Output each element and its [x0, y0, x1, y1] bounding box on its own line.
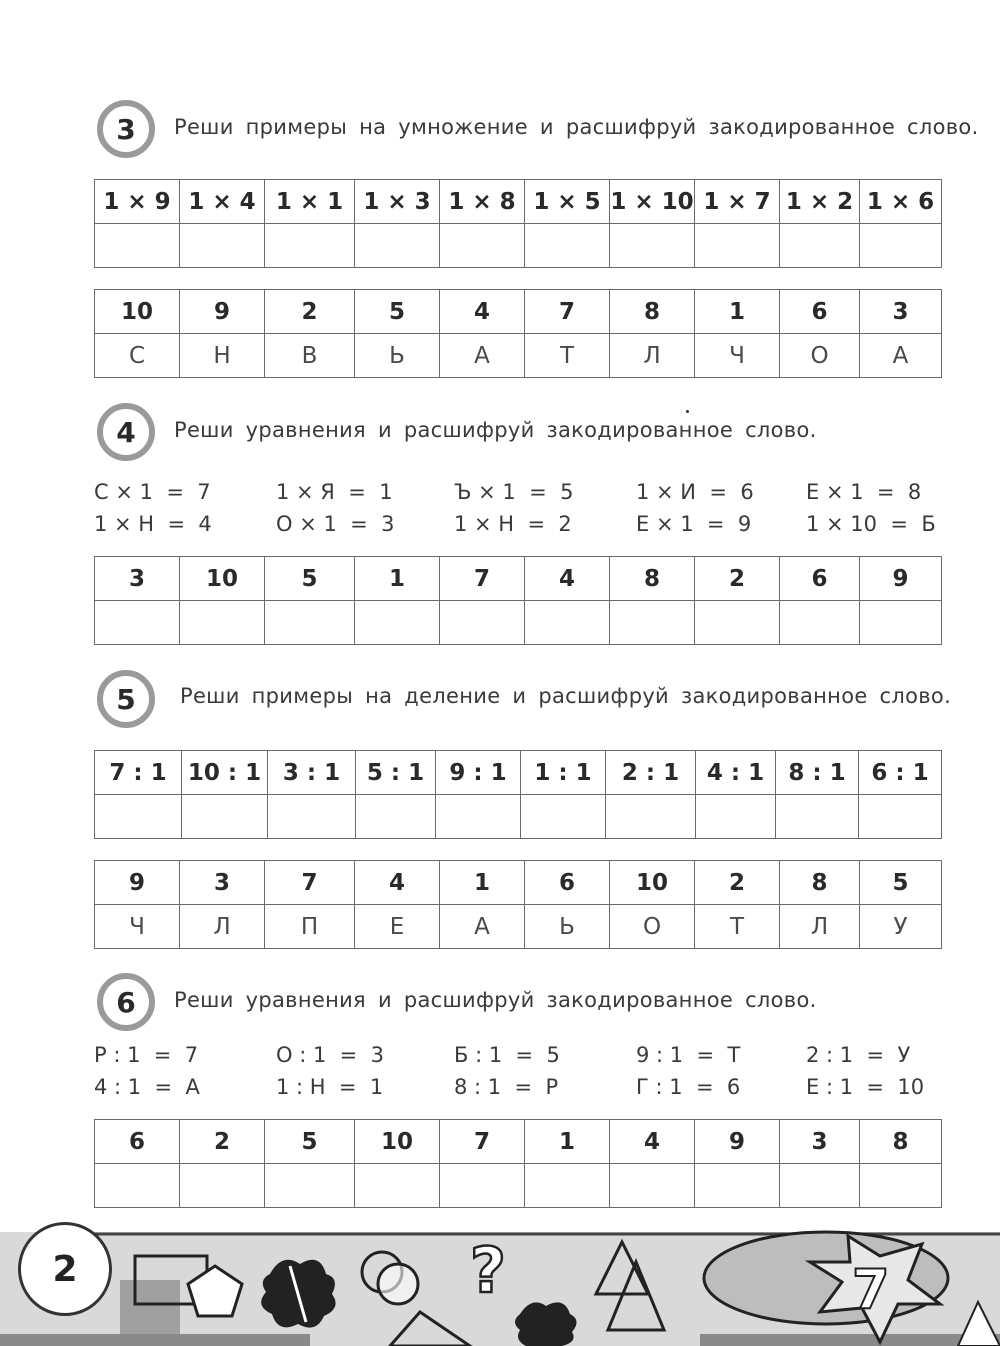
problem-cell: 5 : 1 [356, 751, 436, 795]
page-number: 2 [52, 1248, 78, 1290]
key-number-cell: 1 [440, 861, 525, 905]
answer-cell[interactable] [859, 795, 942, 839]
equation-row [94, 1071, 954, 1103]
key-letter-cell: А [860, 334, 942, 378]
task-4-number-badge [97, 403, 155, 461]
problem-cell: 1 × 6 [860, 180, 942, 224]
equation: О × 1 = 3 [276, 512, 395, 536]
answer-cell[interactable] [95, 601, 180, 645]
page-number-badge [18, 1222, 112, 1316]
task-3-problem-row [95, 180, 942, 224]
answer-cell[interactable] [180, 1164, 265, 1208]
task-4-number-row [95, 557, 942, 601]
problem-cell: 6 : 1 [859, 751, 942, 795]
answer-cell[interactable] [95, 1164, 180, 1208]
answer-cell[interactable] [265, 224, 355, 268]
answer-cell[interactable] [610, 1164, 695, 1208]
answer-number-cell: 4 [610, 1120, 695, 1164]
task-4-equations [94, 476, 954, 540]
task-4-instruction: Реши уравнения и расшифруй закодированное слово. [174, 418, 817, 442]
svg-text:7: 7 [852, 1258, 890, 1321]
equation: 1 × И = 6 [636, 480, 754, 504]
task-4-number: 4 [116, 415, 136, 449]
key-letter-cell: Н [180, 334, 265, 378]
answer-cell[interactable] [525, 224, 610, 268]
problem-cell: 1 × 10 [610, 180, 695, 224]
task-3-number: 3 [116, 112, 136, 146]
task-5-key-letters [95, 905, 942, 949]
answer-number-cell: 2 [180, 1120, 265, 1164]
answer-number-cell: 1 [355, 557, 440, 601]
svg-text:?: ? [470, 1234, 506, 1307]
answer-number-cell: 9 [695, 1120, 780, 1164]
key-number-cell: 10 [95, 290, 180, 334]
answer-number-cell: 6 [95, 1120, 180, 1164]
answer-cell[interactable] [696, 795, 776, 839]
equation: С × 1 = 7 [94, 480, 211, 504]
equation: 1 × Н = 2 [454, 512, 572, 536]
task-5-answer-row [95, 795, 942, 839]
problem-cell: 1 × 3 [355, 180, 440, 224]
task-4-answer-table [94, 556, 942, 645]
task-5-instruction: Реши примеры на деление и расшифруй закодированное слово. [180, 684, 952, 708]
answer-number-cell: 4 [525, 557, 610, 601]
equation: Б : 1 = 5 [454, 1043, 560, 1067]
answer-cell[interactable] [355, 601, 440, 645]
problem-cell: 10 : 1 [182, 751, 268, 795]
answer-cell[interactable] [780, 601, 860, 645]
problem-cell: 8 : 1 [776, 751, 859, 795]
answer-number-cell: 3 [95, 557, 180, 601]
task-5-key-table [94, 860, 942, 949]
equation-row [94, 508, 954, 540]
answer-number-cell: 8 [610, 557, 695, 601]
problem-cell: 1 × 2 [780, 180, 860, 224]
equation: Е : 1 = 10 [806, 1075, 925, 1099]
answer-number-cell: 2 [695, 557, 780, 601]
answer-cell[interactable] [525, 1164, 610, 1208]
key-letter-cell: У [860, 905, 942, 949]
task-6-number-badge [97, 973, 155, 1031]
answer-cell[interactable] [440, 224, 525, 268]
key-number-cell: 5 [860, 861, 942, 905]
answer-cell[interactable] [695, 1164, 780, 1208]
equation: Г : 1 = 6 [636, 1075, 741, 1099]
answer-cell[interactable] [440, 1164, 525, 1208]
problem-cell: 1 × 7 [695, 180, 780, 224]
answer-cell[interactable] [95, 795, 182, 839]
equation: 4 : 1 = А [94, 1075, 200, 1099]
answer-cell[interactable] [182, 795, 268, 839]
answer-number-cell: 8 [860, 1120, 942, 1164]
task-3-key-letters [95, 334, 942, 378]
answer-number-cell: 9 [860, 557, 942, 601]
task-6-equations [94, 1039, 954, 1103]
answer-cell[interactable] [356, 795, 436, 839]
key-letter-cell: Ь [525, 905, 610, 949]
equation: 1 × Н = 4 [94, 512, 212, 536]
task-6-answer-table [94, 1119, 942, 1208]
task-5-number: 5 [116, 682, 136, 716]
key-number-cell: 8 [780, 861, 860, 905]
problem-cell: 1 × 9 [95, 180, 180, 224]
footer-bottom-strip [700, 1334, 1000, 1346]
problem-cell: 1 × 8 [440, 180, 525, 224]
answer-number-cell: 10 [355, 1120, 440, 1164]
task-3-key-numbers [95, 290, 942, 334]
problem-cell: 7 : 1 [95, 751, 182, 795]
answer-cell[interactable] [525, 601, 610, 645]
footer-bottom-strip [0, 1334, 310, 1346]
key-letter-cell: В [265, 334, 355, 378]
key-letter-cell: Л [780, 905, 860, 949]
key-letter-cell: Е [355, 905, 440, 949]
key-letter-cell: Л [180, 905, 265, 949]
equation: Ъ × 1 = 5 [454, 480, 574, 504]
key-letter-cell: Ь [355, 334, 440, 378]
answer-cell[interactable] [610, 601, 695, 645]
answer-cell[interactable] [610, 224, 695, 268]
problem-cell: 4 : 1 [696, 751, 776, 795]
answer-cell[interactable] [180, 601, 265, 645]
problem-cell: 1 : 1 [521, 751, 606, 795]
equation: Р : 1 = 7 [94, 1043, 199, 1067]
answer-cell[interactable] [695, 224, 780, 268]
key-letter-cell: Ч [95, 905, 180, 949]
task-3-problem-table [94, 179, 942, 268]
answer-cell[interactable] [265, 1164, 355, 1208]
task-5-problem-row [95, 751, 942, 795]
equation: 2 : 1 = У [806, 1043, 911, 1067]
question-mark-icon [470, 1234, 506, 1307]
key-letter-cell: Т [525, 334, 610, 378]
key-number-cell: 6 [780, 290, 860, 334]
equation: 1 : Н = 1 [276, 1075, 384, 1099]
task-5-problem-table [94, 750, 942, 839]
key-number-cell: 2 [695, 861, 780, 905]
answer-cell[interactable] [265, 601, 355, 645]
puzzle-piece-icon [515, 1302, 577, 1346]
problem-cell: 1 × 4 [180, 180, 265, 224]
key-number-cell: 3 [860, 290, 942, 334]
answer-cell[interactable] [521, 795, 606, 839]
key-letter-cell: Л [610, 334, 695, 378]
key-letter-cell: О [610, 905, 695, 949]
key-number-cell: 9 [180, 290, 265, 334]
equation: 1 × 10 = Б [806, 512, 936, 536]
problem-cell: 2 : 1 [606, 751, 696, 795]
answer-number-cell: 5 [265, 1120, 355, 1164]
footer-decoration [0, 1222, 1000, 1346]
key-letter-cell: Ч [695, 334, 780, 378]
answer-cell[interactable] [860, 1164, 942, 1208]
equation-row [94, 476, 954, 508]
key-number-cell: 3 [180, 861, 265, 905]
print-speck [686, 410, 689, 413]
answer-number-cell: 10 [180, 557, 265, 601]
equation: Е × 1 = 8 [806, 480, 922, 504]
answer-cell[interactable] [95, 224, 180, 268]
task-5-number-badge [97, 670, 155, 728]
key-letter-cell: А [440, 905, 525, 949]
answer-number-cell: 3 [780, 1120, 860, 1164]
key-number-cell: 2 [265, 290, 355, 334]
task-3-number-badge [97, 100, 155, 158]
answer-cell[interactable] [860, 224, 942, 268]
key-number-cell: 7 [265, 861, 355, 905]
answer-cell[interactable] [780, 1164, 860, 1208]
answer-cell[interactable] [780, 224, 860, 268]
key-number-cell: 4 [355, 861, 440, 905]
equation: Е × 1 = 9 [636, 512, 752, 536]
task-3-answer-row [95, 224, 942, 268]
equation: О : 1 = 3 [276, 1043, 384, 1067]
answer-number-cell: 6 [780, 557, 860, 601]
answer-number-cell: 7 [440, 557, 525, 601]
answer-cell[interactable] [436, 795, 521, 839]
task-4-answer-row [95, 601, 942, 645]
answer-cell[interactable] [606, 795, 696, 839]
answer-cell[interactable] [776, 795, 859, 839]
task-6-instruction: Реши уравнения и расшифруй закодированное слово. [174, 988, 817, 1012]
task-3-instruction: Реши примеры на умножение и расшифруй закодированное слово. [174, 115, 979, 139]
key-number-cell: 5 [355, 290, 440, 334]
equation: 9 : 1 = Т [636, 1043, 741, 1067]
answer-cell[interactable] [180, 224, 265, 268]
task-6-number: 6 [116, 985, 136, 1019]
key-number-cell: 4 [440, 290, 525, 334]
key-number-cell: 7 [525, 290, 610, 334]
key-letter-cell: А [440, 334, 525, 378]
answer-cell[interactable] [268, 795, 356, 839]
equation-row [94, 1039, 954, 1071]
key-number-cell: 6 [525, 861, 610, 905]
task-6-number-row [95, 1120, 942, 1164]
key-letter-cell: О [780, 334, 860, 378]
problem-cell: 9 : 1 [436, 751, 521, 795]
equation: 8 : 1 = Р [454, 1075, 559, 1099]
key-number-cell: 10 [610, 861, 695, 905]
key-letter-cell: Т [695, 905, 780, 949]
answer-cell[interactable] [860, 601, 942, 645]
key-letter-cell: С [95, 334, 180, 378]
problem-cell: 3 : 1 [268, 751, 356, 795]
answer-cell[interactable] [695, 601, 780, 645]
answer-cell[interactable] [355, 224, 440, 268]
key-number-cell: 8 [610, 290, 695, 334]
footer-gray-block [120, 1280, 180, 1340]
equation: 1 × Я = 1 [276, 480, 393, 504]
problem-cell: 1 × 1 [265, 180, 355, 224]
key-number-cell: 1 [695, 290, 780, 334]
task-6-answer-row [95, 1164, 942, 1208]
task-3-key-table [94, 289, 942, 378]
answer-cell[interactable] [440, 601, 525, 645]
answer-number-cell: 1 [525, 1120, 610, 1164]
answer-number-cell: 5 [265, 557, 355, 601]
problem-cell: 1 × 5 [525, 180, 610, 224]
task-5-key-numbers [95, 861, 942, 905]
key-letter-cell: П [265, 905, 355, 949]
key-number-cell: 9 [95, 861, 180, 905]
answer-number-cell: 7 [440, 1120, 525, 1164]
answer-cell[interactable] [355, 1164, 440, 1208]
